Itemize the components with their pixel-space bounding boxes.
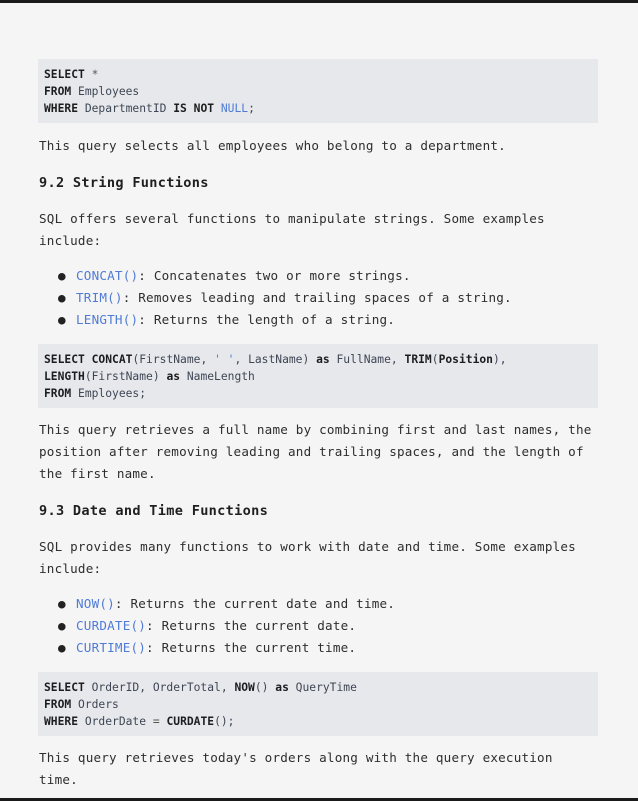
list-item [58,615,395,637]
code-keyword: as [316,353,330,366]
bullet-icon: ● [58,640,66,655]
code-literal: NULL [214,102,249,116]
code-text: () [254,681,276,694]
code-text: ), [492,353,507,366]
code-keyword: LENGTH [44,370,85,384]
function-description: : Returns the current date. [146,618,357,633]
code-keyword: FROM [44,85,72,99]
list-item [58,593,395,615]
paragraph-3: This query retrieves a full name by combining first and last names, the position after removing leading and trailing spaces, and the length of the first name. [39,422,600,481]
code-text: ; [248,102,255,116]
code-text: NameLength [180,370,255,384]
code-keyword: CURDATE [166,715,215,729]
function-name: CURDATE() [76,618,147,633]
code-keyword: as [275,681,289,694]
code-block-2 [38,344,598,408]
code-keyword: CONCAT [91,353,133,366]
code-keyword: SELECT [44,68,85,81]
code-text: * [84,68,99,81]
paragraph-4: SQL provides many functions to work with date and time. Some examples include: [39,539,584,576]
code-text: Orders [71,698,119,712]
string-functions-list [58,265,512,331]
bullet-icon: ● [58,618,66,633]
function-description: : Concatenates two or more strings. [138,268,411,283]
bullet-icon: ● [58,312,66,327]
function-name: NOW() [76,596,115,611]
function-name: LENGTH() [76,312,139,327]
code-text: FullName, [329,353,405,366]
code-text: DepartmentID [78,102,174,116]
function-name: CURTIME() [76,640,147,655]
function-name: TRIM() [76,290,123,305]
code-text: (FirstName) [84,370,167,384]
code-keyword: as [166,370,181,384]
function-description: : Returns the current date and time. [114,596,396,611]
function-name: CONCAT() [76,268,139,283]
code-text: Employees [71,85,140,99]
code-text: (FirstName, [132,353,215,366]
list-item [58,637,395,659]
code-keyword: WHERE [44,102,79,116]
code-keyword: WHERE [44,715,79,729]
code-keyword: NOW [234,681,255,694]
code-text: Employees; [71,387,147,401]
code-keyword: FROM [44,698,72,712]
code-text: QueryTime [288,681,357,694]
bullet-icon: ● [58,596,66,611]
bullet-icon: ● [58,268,66,283]
code-text: OrderDate [78,715,153,729]
list-item [58,309,512,331]
paragraph-2: SQL offers several functions to manipulate strings. Some examples include: [39,211,553,248]
section-heading-9-2: 9.2 String Functions [39,175,209,191]
paragraph-5: This query retrieves today's orders along with the query execution time. [39,750,561,787]
code-keyword: SELECT [44,681,85,694]
code-text: ( [431,353,439,366]
code-text: OrderID, OrderTotal, [84,681,235,694]
code-keyword: SELECT [44,353,85,366]
function-description: : Removes leading and trailing spaces of a string. [122,290,512,305]
code-text [85,353,92,366]
code-keyword: TRIM [404,353,432,366]
code-operator: = [152,715,160,729]
code-block-3 [38,672,598,736]
list-item [58,265,512,287]
function-description: : Returns the length of a string. [138,312,396,327]
document-page [0,3,638,798]
code-keyword: Position [438,353,493,366]
datetime-functions-list [58,593,395,659]
paragraph-1: This query selects all employees who belong to a department. [39,138,506,153]
code-block-1 [38,59,598,123]
code-literal: ' ' [214,353,235,366]
code-keyword: FROM [44,387,72,401]
code-text: , LastName) [234,353,317,366]
function-description: : Returns the current time. [146,640,357,655]
code-text: (); [214,715,235,729]
list-item [58,287,512,309]
section-heading-9-3: 9.3 Date and Time Functions [39,503,269,519]
bullet-icon: ● [58,290,66,305]
code-keyword: IS NOT [173,102,215,116]
